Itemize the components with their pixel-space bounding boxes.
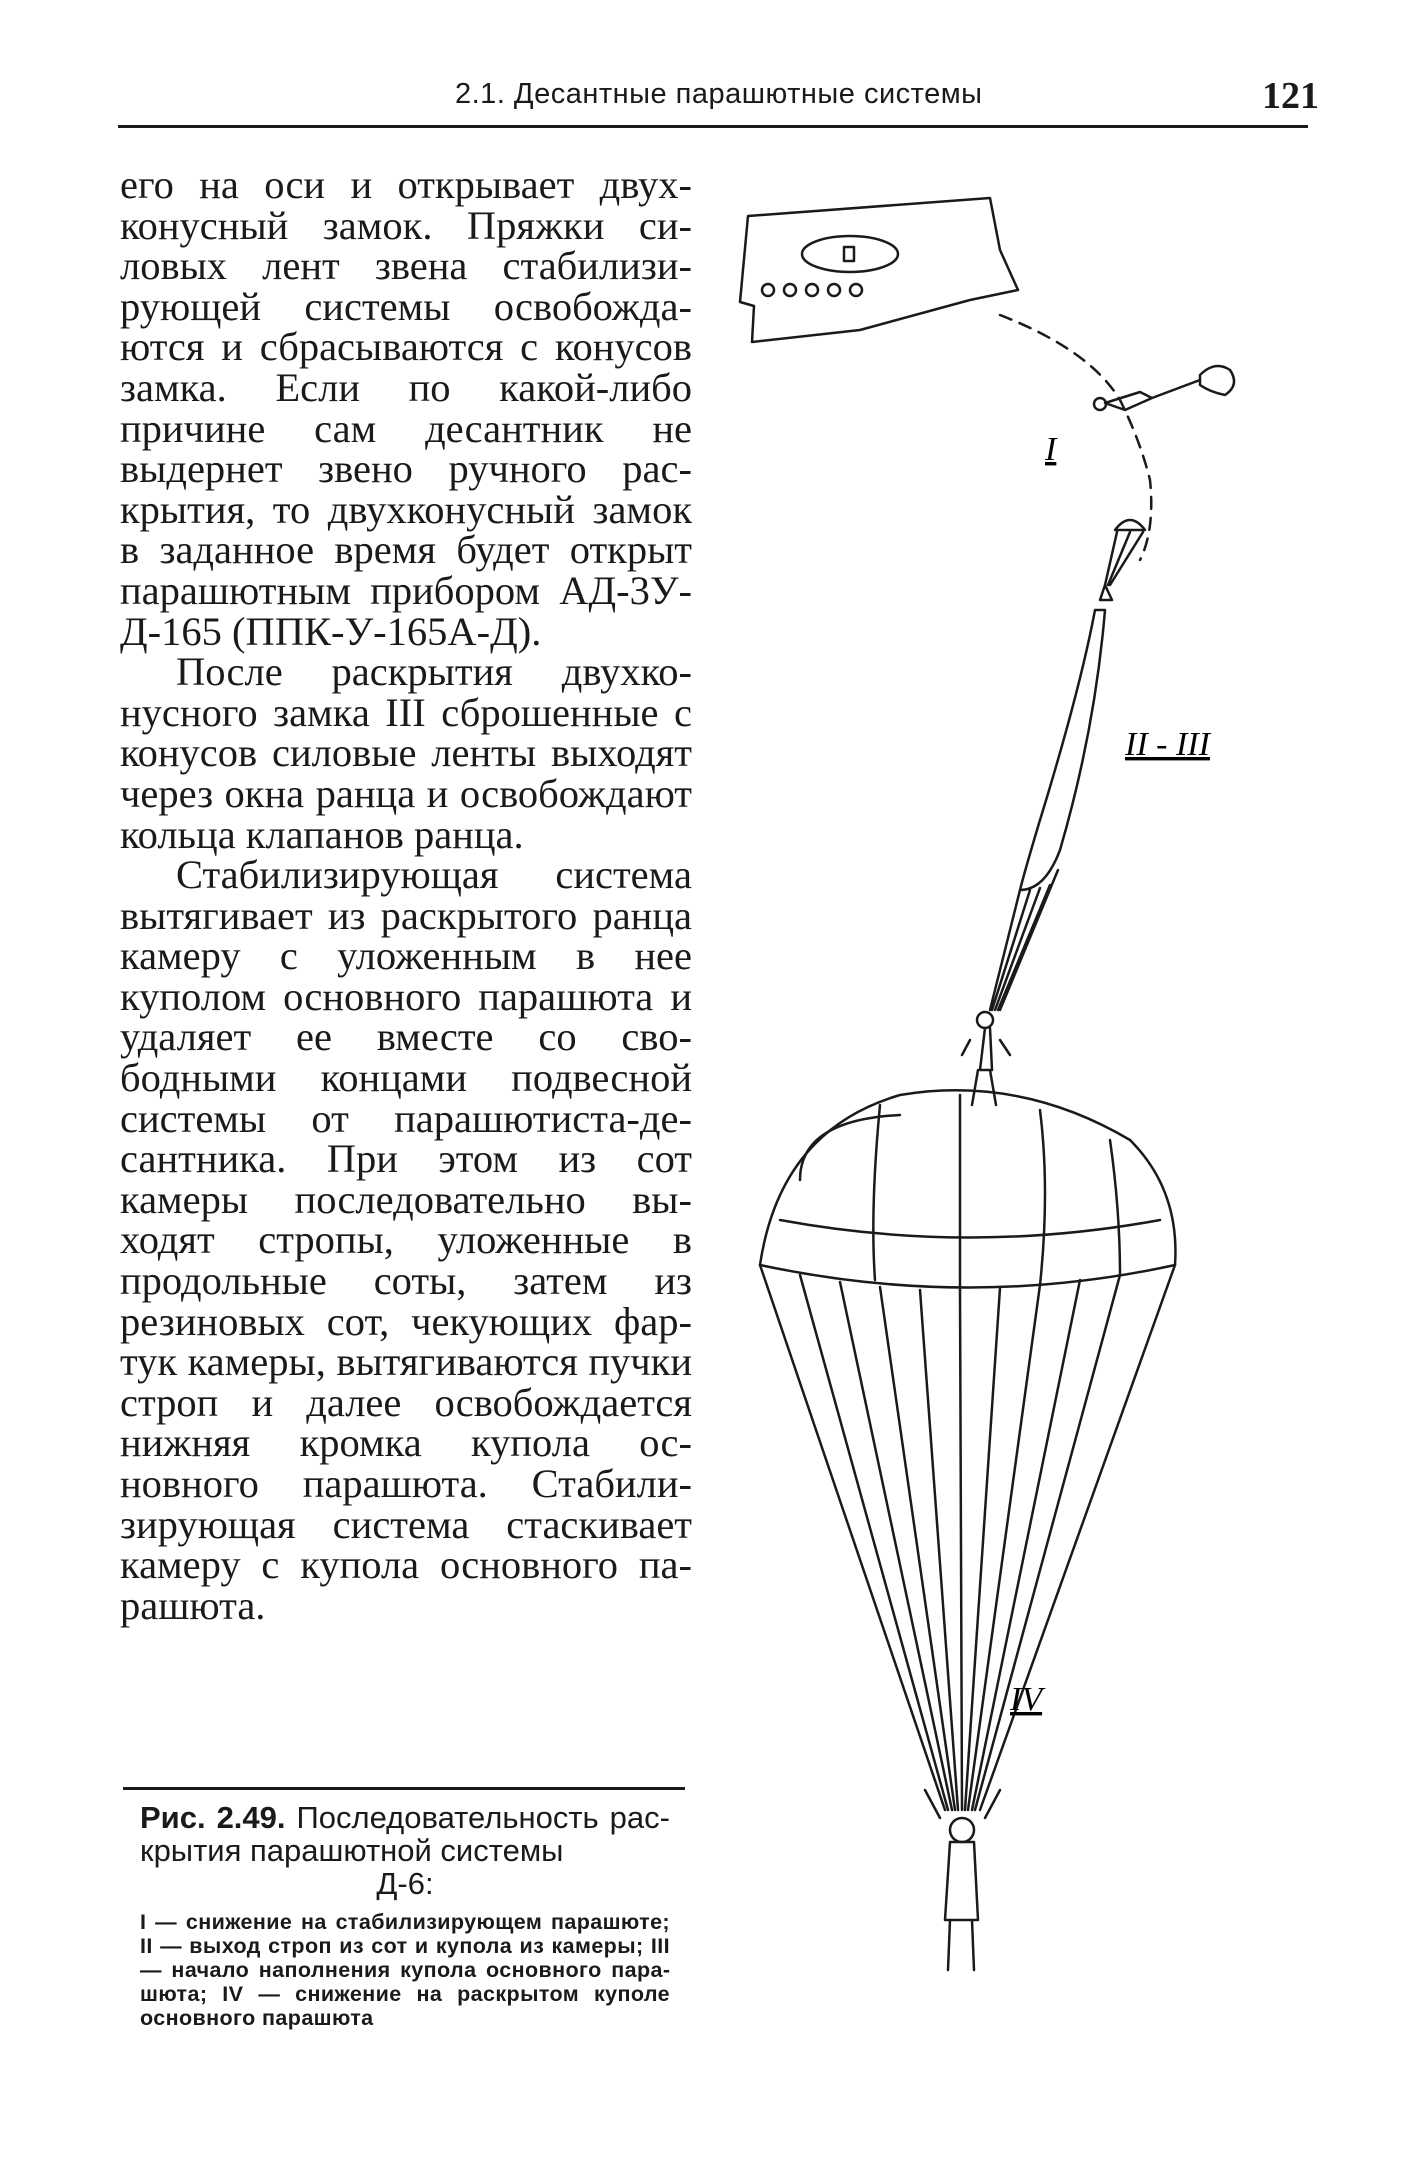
paragraph-2: После раскрытия двухконусного замка III сброшенные с конусов силовые ленты выходят через окна ранца и освобождают кольца клапанов ранца. (120, 649, 692, 857)
page-number: 121 (1262, 75, 1319, 117)
figure-model: Д-6: (376, 1866, 434, 1901)
stage-label-1: I (1045, 431, 1057, 468)
paragraph-3: Стабилизирующая система вытягивает из раскрытого ранца камеру с уложенным в нее куполом основного парашюта и удаляет ее вместе со свободными концами подвесной системы от парашютиста-десантника. При этом из сот камеры последовательно выходят стропы, уложенные в продольные соты, затем из резиновых сот, чекующих фартук камеры, вытягиваются пучки строп и далее освобождается нижняя кромка купола основного парашюта. Стабилизирующая система стаскивает камеру с купола основного парашюта. (120, 852, 692, 1628)
figure-caption (140, 1801, 670, 1900)
paragraph-1: его на оси и открывает двухконусный замок. Пряжки силовых лент звена стабилизирующей системы освобождаются и сбрасываются с конусов замка. Если по какой-либо причине сам десантник не выдернет звено ручного раскрытия, то двухконусный замок в заданное время будет открыт парашютным прибором АД-3У-Д-165 (ППК-У-165А-Д). (120, 162, 692, 654)
aircraft-icon (740, 198, 1018, 342)
stage-label-2-3: II - III (1125, 726, 1210, 763)
drogue-parachute-icon (1100, 520, 1145, 600)
canopy-stage-2-3-icon (962, 610, 1105, 1105)
running-header-title: 2.1. Десантные парашютные системы (455, 78, 983, 110)
main-canopy-icon (760, 1090, 1175, 1970)
parachute-deployment-figure (700, 130, 1417, 2030)
figure-label: Рис. 2.49. (140, 1800, 286, 1835)
figure-title: Последовательность раскрытия парашютной системы (140, 1800, 670, 1868)
header-rule (118, 125, 1308, 128)
stage-label-4: IV (1010, 1681, 1043, 1718)
body-text (120, 162, 692, 1628)
caption-rule (123, 1787, 685, 1790)
jumper-stage-1-icon (1094, 366, 1234, 410)
figure-drawing (700, 130, 1417, 2030)
figure-legend: I — снижение на стабилизирующем парашюте; II — выход строп из сот и купола из камеры; III — начало наполнения купола основного парашюта; IV — снижение на раскрытом куполе основного парашюта (140, 1910, 670, 2030)
trajectory-line (1000, 315, 1151, 560)
